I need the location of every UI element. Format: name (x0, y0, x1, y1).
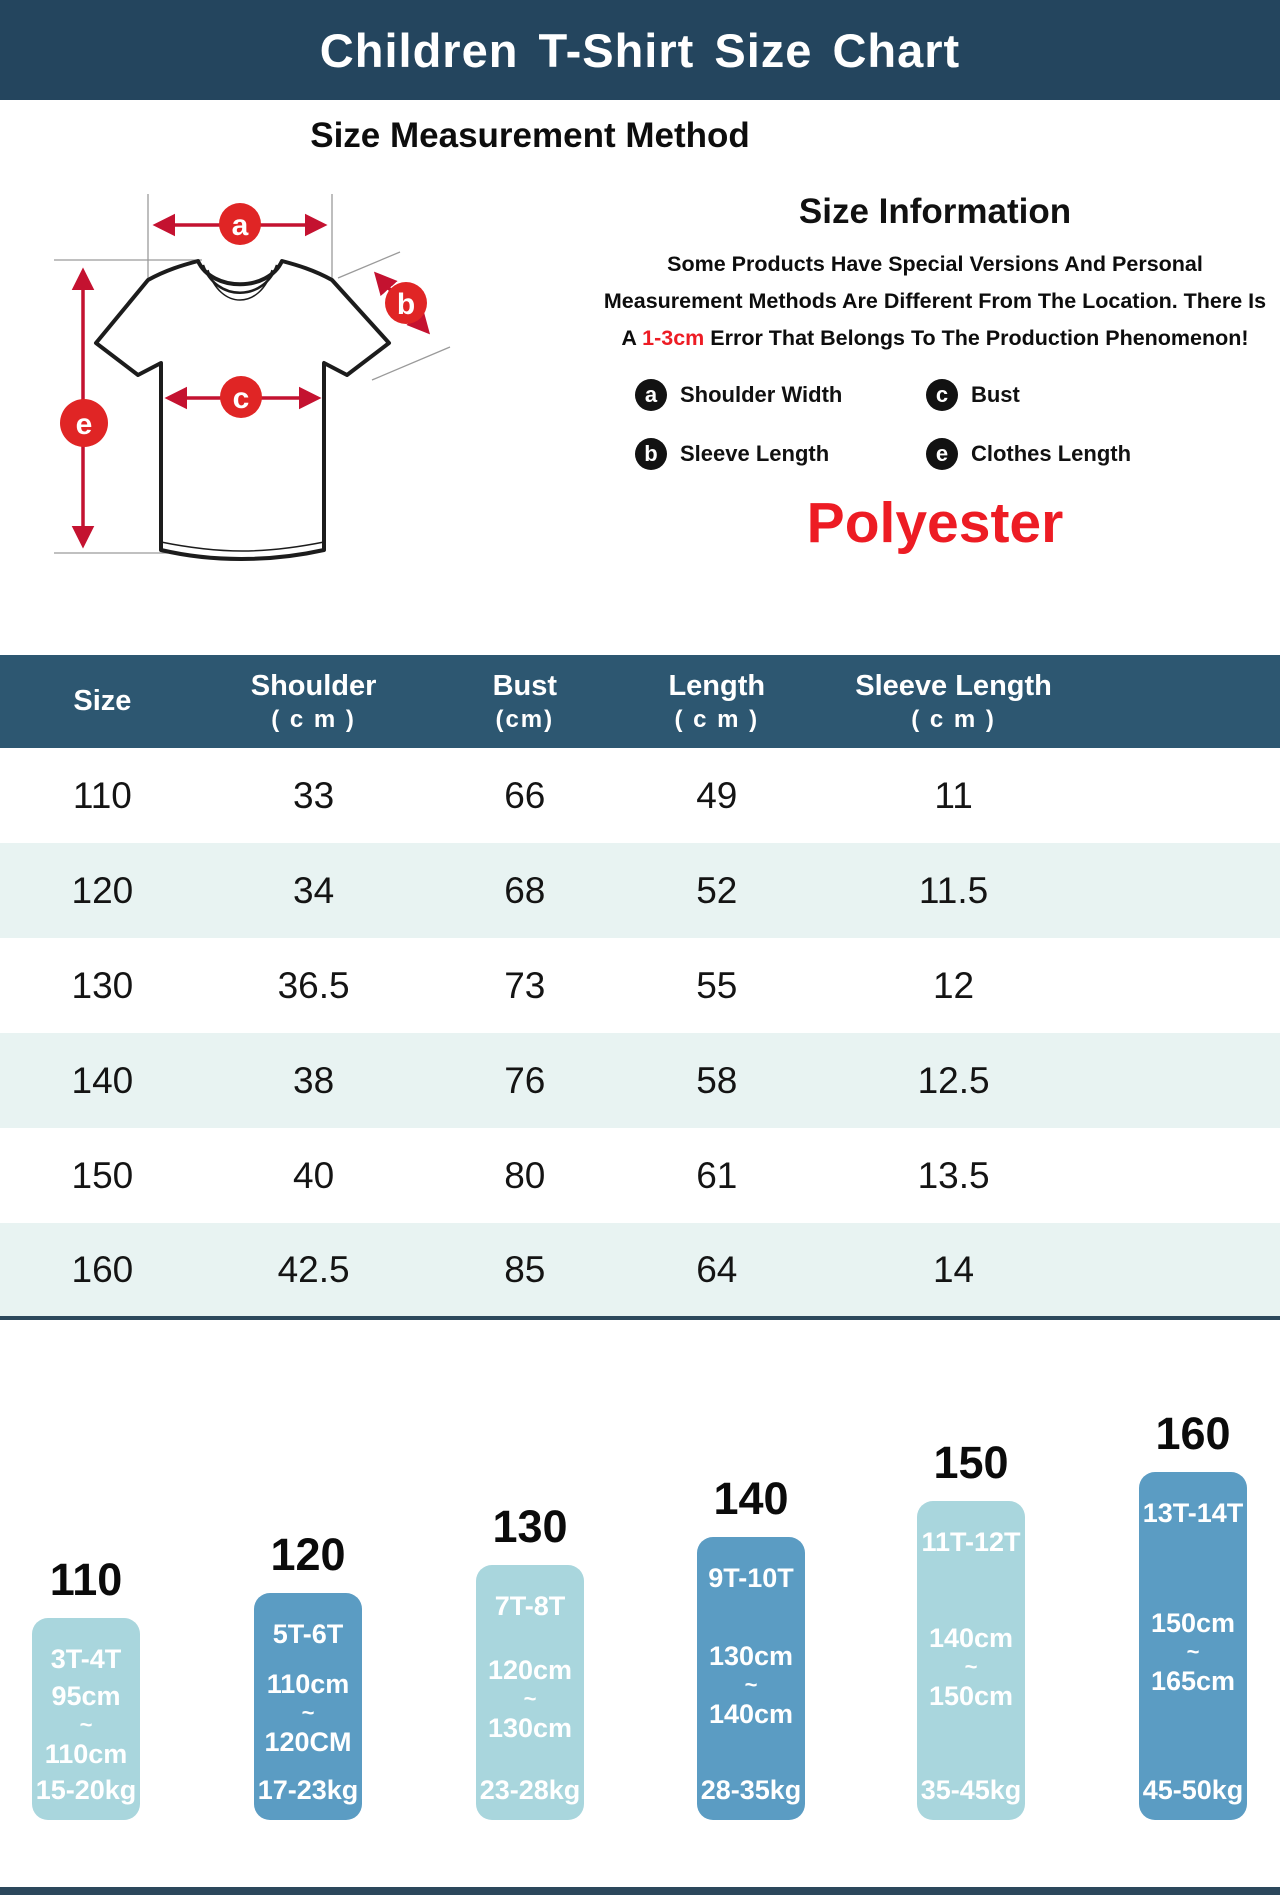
bar-height-range (488, 1653, 572, 1745)
bar-height-to: 130cm (487, 1712, 573, 1743)
table-row (0, 938, 1280, 1033)
size-bar (476, 1565, 584, 1820)
cell-length: 52 (696, 869, 738, 911)
legend-item-sleeve-length (635, 438, 916, 470)
cell-length: 55 (696, 964, 738, 1006)
marker-b-letter: b (396, 288, 416, 321)
size-bar (917, 1501, 1025, 1820)
cell-size: 130 (71, 964, 134, 1006)
tilde-separator: ~ (964, 1653, 978, 1679)
tshirt-measurement-diagram (20, 180, 480, 605)
cell-sleeve: 14 (932, 1248, 975, 1290)
cell-size: 120 (71, 869, 134, 911)
size-bar (697, 1537, 805, 1820)
cell-filler (1101, 1223, 1280, 1318)
size-bar-group-150 (917, 1437, 1025, 1820)
bar-size-label: 140 (713, 1473, 789, 1524)
bar-weight-range: 35-45kg (920, 1775, 1022, 1805)
cell-bust: 76 (504, 1059, 546, 1101)
cell-length: 64 (696, 1248, 738, 1290)
legend-item-shoulder-width (635, 379, 916, 411)
bar-weight-range: 15-20kg (35, 1775, 137, 1805)
bar-age-range: 13T-14T (1142, 1498, 1244, 1528)
bar-size-label: 120 (270, 1529, 346, 1580)
bar-height-from: 130cm (708, 1640, 794, 1671)
bar-height-range (1151, 1606, 1235, 1698)
size-measurement-section (0, 100, 1280, 655)
bar-height-from: 120cm (487, 1654, 573, 1685)
bar-age-range: 9T-10T (708, 1563, 794, 1593)
tilde-separator: ~ (301, 1699, 315, 1725)
cell-filler (1101, 938, 1280, 1033)
size-bars-section (0, 1320, 1280, 1886)
size-bar-group-140 (697, 1473, 805, 1820)
error-value: 1-3cm (642, 326, 705, 350)
bar-age-range: 5T-6T (272, 1619, 344, 1649)
cell-sleeve: 11 (934, 774, 973, 816)
bar-height-to: 110cm (44, 1739, 128, 1769)
size-information-heading: Size Information (798, 192, 1072, 231)
size-bar-group-160 (1139, 1408, 1247, 1820)
marker-e-letter: e (75, 408, 93, 441)
cell-size: 140 (71, 1059, 134, 1101)
marker-c-letter: c (232, 382, 250, 415)
footer-divider (0, 1887, 1280, 1895)
cell-filler (1101, 748, 1280, 843)
cell-filler (1101, 843, 1280, 938)
cell-size: 150 (71, 1154, 134, 1196)
bar-height-to: 140cm (708, 1698, 794, 1729)
bar-age-range: 7T-8T (494, 1591, 566, 1621)
page-header (0, 0, 1280, 100)
bar-height-to: 150cm (928, 1680, 1014, 1711)
cell-length: 49 (696, 774, 738, 816)
cell-shoulder: 40 (293, 1154, 335, 1196)
size-bar-group-130 (476, 1501, 584, 1820)
cell-sleeve: 11.5 (918, 869, 989, 911)
col-header-bust: Bust (cm) (422, 655, 627, 748)
bar-height-range (929, 1621, 1013, 1713)
table-row (0, 1128, 1280, 1223)
measurement-method-heading: Size Measurement Method (310, 116, 750, 155)
info-text-after: Error That Belongs To The Production Phenomenon! (704, 326, 1249, 350)
bar-height-range (264, 1667, 351, 1759)
bar-size-label: 160 (1155, 1408, 1231, 1459)
legend-label: Sleeve Length (680, 441, 830, 466)
letter-c-badge-icon: c (926, 379, 958, 411)
tilde-separator: ~ (523, 1685, 537, 1711)
bar-weight-range: 28-35kg (700, 1775, 802, 1805)
size-bar (254, 1593, 362, 1820)
bar-height-from: 95cm (51, 1681, 121, 1711)
bar-height-from: 110cm (266, 1668, 350, 1699)
letter-b-badge-icon: b (635, 438, 667, 470)
cell-shoulder: 36.5 (277, 964, 350, 1006)
cell-length: 58 (696, 1059, 738, 1101)
legend-label: Clothes Length (970, 441, 1132, 466)
table-row (0, 1223, 1280, 1318)
cell-length: 61 (696, 1154, 738, 1196)
cell-bust: 85 (504, 1248, 546, 1290)
cell-filler (1101, 1033, 1280, 1128)
tilde-separator: ~ (79, 1712, 93, 1737)
size-bar-group-110 (32, 1554, 140, 1820)
bar-age-range: 3T-4T (50, 1644, 122, 1674)
info-text-before: Some Products Have Special Versions And Personal Measurement Methods Are Different From The Location. There Is A (603, 252, 1267, 350)
col-header-length: Length ( c m ) (627, 655, 806, 748)
tilde-separator: ~ (744, 1671, 758, 1697)
bar-weight-range: 23-28kg (479, 1775, 581, 1805)
col-header-shoulder: Shoulder ( c m ) (205, 655, 423, 748)
size-bar (32, 1618, 140, 1820)
legend-item-bust (926, 379, 1235, 411)
table-row (0, 843, 1280, 938)
size-information-text (600, 246, 1270, 357)
bar-height-from: 140cm (928, 1622, 1014, 1653)
bar-weight-range: 45-50kg (1142, 1775, 1244, 1805)
cell-filler (1101, 1128, 1280, 1223)
size-chart-table (0, 655, 1280, 1320)
cell-bust: 66 (504, 774, 546, 816)
cell-sleeve: 13.5 (917, 1154, 990, 1196)
marker-a-letter: a (231, 209, 249, 242)
measurement-legend (635, 379, 1235, 470)
cell-sleeve: 12.5 (917, 1059, 990, 1101)
cell-size: 110 (72, 774, 132, 816)
legend-label: Bust (970, 382, 1020, 407)
cell-shoulder: 42.5 (277, 1248, 350, 1290)
size-table-header (0, 655, 1280, 748)
col-header-filler (1101, 655, 1280, 748)
material-label: Polyester (806, 491, 1064, 555)
bar-size-label: 130 (492, 1501, 568, 1552)
table-row (0, 1033, 1280, 1128)
cell-shoulder: 33 (293, 774, 335, 816)
bar-height-range (45, 1679, 128, 1771)
size-bar (1139, 1472, 1247, 1820)
bar-height-from: 150cm (1150, 1608, 1236, 1638)
bar-size-label: 150 (933, 1437, 1009, 1488)
cell-bust: 73 (504, 964, 546, 1006)
size-bar-group-120 (254, 1529, 362, 1820)
size-information-column (600, 192, 1270, 556)
bar-size-label: 110 (49, 1554, 123, 1605)
cell-size: 160 (71, 1248, 134, 1290)
tshirt-diagram-svg (20, 180, 480, 600)
table-row (0, 748, 1280, 843)
cell-shoulder: 38 (293, 1059, 335, 1101)
cell-bust: 80 (504, 1154, 546, 1196)
legend-item-clothes-length (926, 438, 1235, 470)
letter-a-badge-icon: a (635, 379, 667, 411)
bar-height-range (709, 1639, 793, 1731)
bar-height-to: 165cm (1150, 1666, 1236, 1696)
cell-sleeve: 12 (932, 964, 975, 1006)
cell-bust: 68 (504, 869, 546, 911)
page-title: Children T-Shirt Size Chart (319, 23, 961, 77)
bar-height-to: 120CM (264, 1726, 352, 1757)
letter-e-badge-icon: e (926, 438, 958, 470)
bar-weight-range: 17-23kg (257, 1775, 359, 1805)
legend-label: Shoulder Width (680, 382, 843, 407)
col-header-size: Size (0, 655, 205, 748)
col-header-sleeve-length: Sleeve Length ( c m ) (806, 655, 1100, 748)
cell-shoulder: 34 (293, 869, 335, 911)
tilde-separator: ~ (1186, 1639, 1200, 1664)
bar-age-range: 11T-12T (921, 1527, 1021, 1557)
